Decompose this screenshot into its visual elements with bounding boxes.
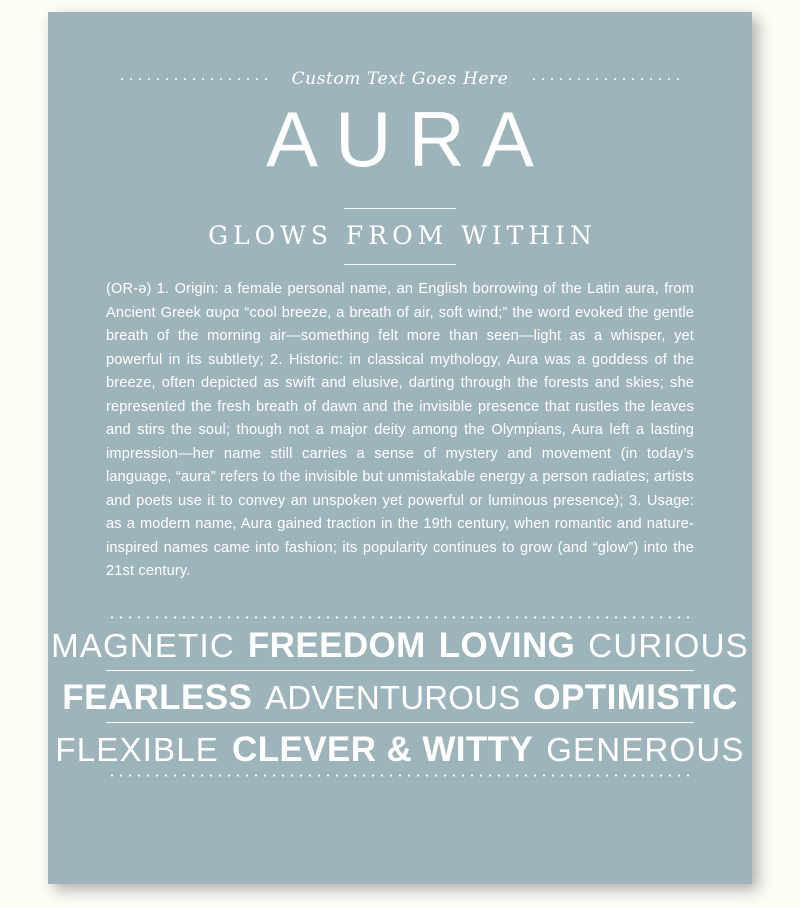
traits-block xyxy=(51,616,749,777)
trait-word: FREEDOM xyxy=(247,626,426,665)
custom-text: Custom Text Goes Here xyxy=(291,69,509,89)
dotted-rule-traits-bottom xyxy=(106,774,694,777)
name-art-poster xyxy=(48,12,752,884)
tagline: GLOWS FROM WITHIN xyxy=(208,221,597,250)
dotted-rule-right xyxy=(526,78,686,80)
trait-row xyxy=(62,671,738,722)
trait-word: LOVING xyxy=(438,626,576,665)
trait-row xyxy=(51,619,749,670)
trait-word: GENEROUS xyxy=(546,731,745,768)
trait-word: ADVENTUROUS xyxy=(265,679,521,716)
trait-word: FLEXIBLE xyxy=(55,731,220,768)
divider-traits-1 xyxy=(106,670,694,671)
divider-traits-2 xyxy=(106,722,694,723)
divider-above-tagline xyxy=(344,208,456,209)
definition-text: (OR-ə) 1. Origin: a female personal name, an English borrowing of the Latin aura, from Ancient Greek αυρα “cool breeze, a breath of air, soft wind;” the word evoked the gentle breath of the morning air—something felt more than seen—light as a whisper, yet powerful in its subtlety; 2. Historic: in classical mythology, Aura was a goddess of the breeze, often depicted as swift and elusive, darting through the forests and skies; she represented the fresh breath of dawn and the invisible presence that rustles the leaves and stirs the soul; though not a major deity among the Olympians, Aura left a lasting impression—her name still carries a sense of mystery and movement (in today’s language, “aura” refers to the invisible but unmistakable energy a person radiates; artists and poets use it to convey an unspoken yet powerful or luminous presence); 3. Usage: as a modern name, Aura gained traction in the 19th century, when romantic and nature-inspired names came into fashion; its popularity continues to grow (and “glow”) into the 21st century. xyxy=(106,281,694,579)
trait-word: CLEVER & WITTY xyxy=(232,730,534,769)
custom-text-row xyxy=(48,62,752,96)
trait-row xyxy=(55,723,745,774)
page-title: AURA xyxy=(266,95,551,183)
divider-below-tagline xyxy=(344,264,456,265)
trait-word: FEARLESS xyxy=(62,678,253,717)
dotted-rule-left xyxy=(114,78,274,80)
trait-word: MAGNETIC xyxy=(51,627,235,664)
trait-word: CURIOUS xyxy=(588,627,749,664)
trait-word: OPTIMISTIC xyxy=(533,678,738,717)
